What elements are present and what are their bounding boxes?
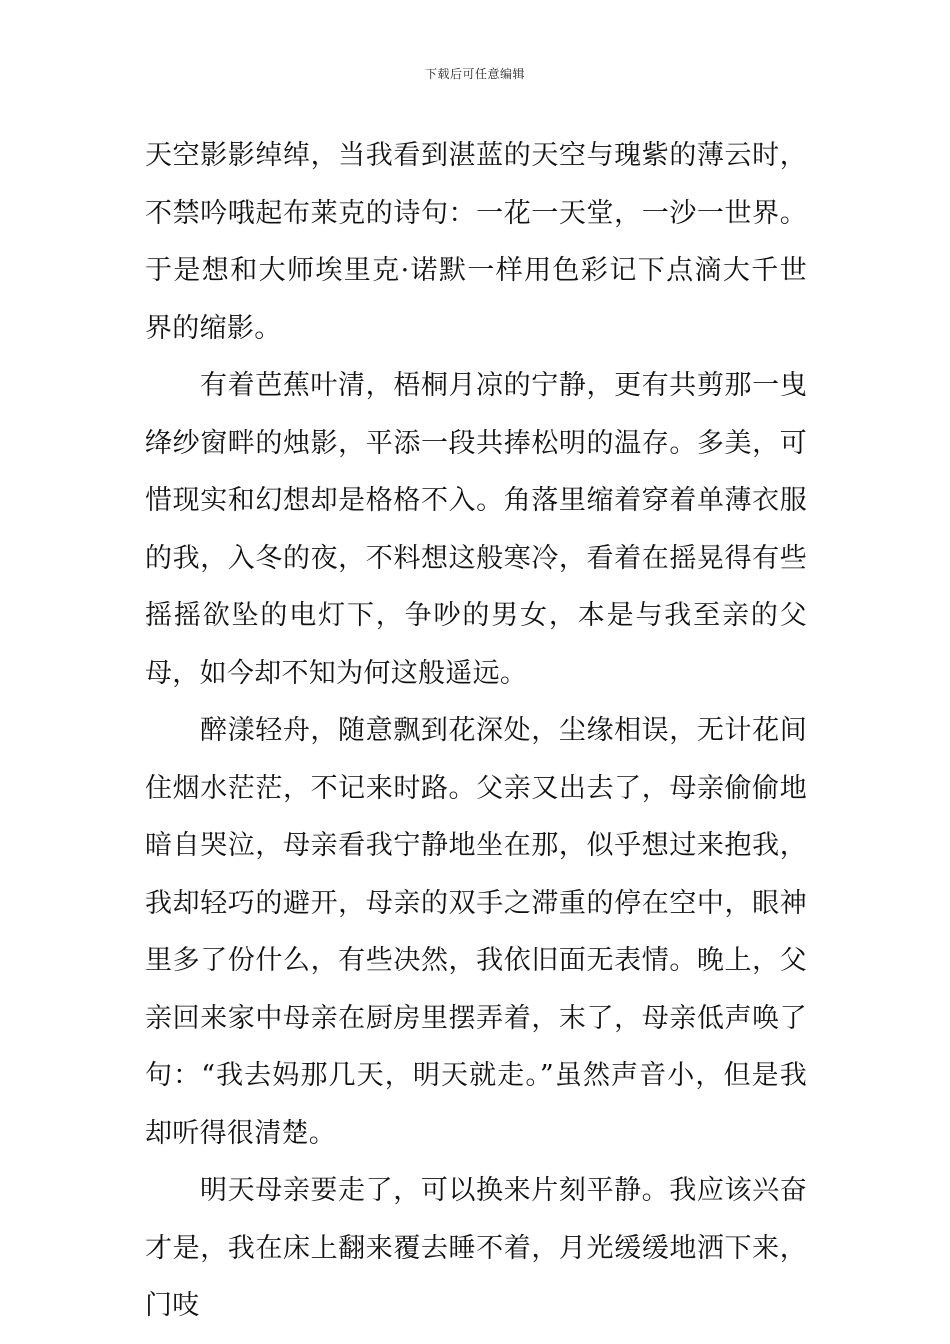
paragraph: 有着芭蕉叶清，梧桐月凉的宁静，更有共剪那一曳绛纱窗畔的烛影，平添一段共捧松明的温存。多美，可惜现实和幻想却是格格不入。角落里缩着穿着单薄衣服的我，入冬的夜，不料想这般寒冷，看着在摇晃得有些摇摇欲坠的电灯下，争吵的男女，本是与我至亲的父母，如今却不知为何这般遥远。 [145, 370, 807, 689]
paragraph-continued: 天空影影绰绰，当我看到湛蓝的天空与瑰紫的薄云时，不禁吟哦起布莱克的诗句：一花一天堂，一沙一世界。于是想和大师埃里克·诺默一样用色彩记下点滴大千世界的缩影。 [145, 140, 807, 344]
paragraph: 醉漾轻舟，随意飘到花深处，尘缘相误，无计花间住烟水茫茫，不记来时路。父亲又出去了，母亲偷偷地暗自哭泣，母亲看我宁静地坐在那，似乎想过来抱我，我却轻巧的避开，母亲的双手之滞重的停在空中，眼神里多了份什么，有些决然，我依旧面无表情。晚上，父亲回来家中母亲在厨房里摆弄着，末了，母亲低声唤了句：“我去妈那几天，明天就走。”虽然声音小，但是我却听得很清楚。 [145, 715, 807, 1149]
page-header: 下载后可任意编辑 [424, 67, 525, 81]
paragraph: 明天母亲要走了，可以换来片刻平静。我应该兴奋才是，我在床上翻来覆去睡不着，月光缓缓地洒下来，门吱 [145, 1175, 807, 1321]
document-body [145, 127, 807, 1335]
